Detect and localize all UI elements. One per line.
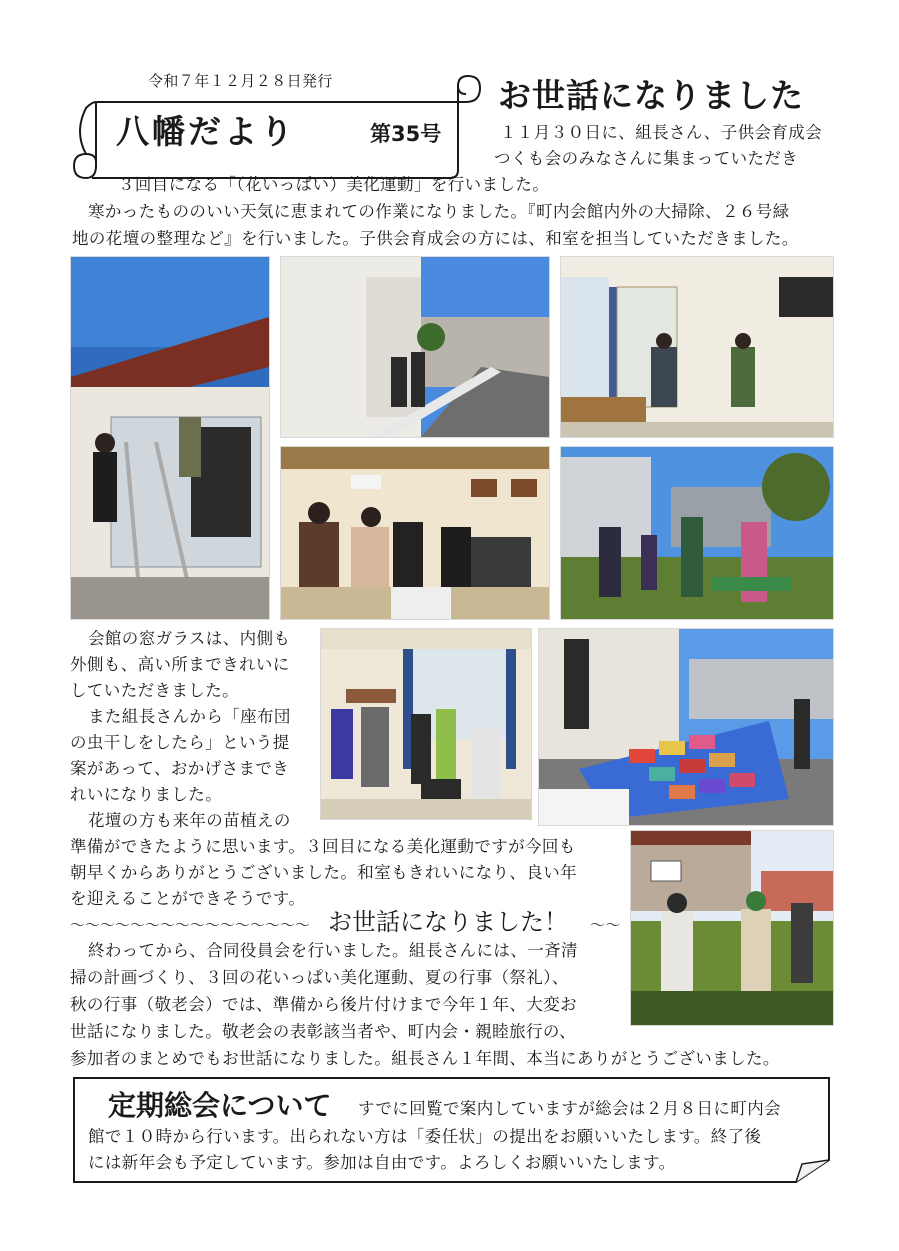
closing-line: 参加者のまとめでもお世話になりました。組長さん１年間、本当にありがとうございました。: [70, 1049, 780, 1068]
photo-window-cleaning: [70, 256, 270, 620]
photo-zabuton-indoor: [320, 628, 532, 820]
intro-line: 寒かったもののいい天気に恵まれての作業になりました。『町内会館内外の大掃除、２６号緑: [88, 202, 790, 221]
wave-divider-right: ～～: [590, 916, 621, 934]
body-line: 準備ができたように思います。３回目になる美化運動ですが今回も: [70, 837, 576, 856]
notice-line: すでに回覧で案内していますが総会は２月８日に町内会: [358, 1099, 781, 1118]
closing-line: 秋の行事（敬老会）では、準備から後片付けまで今年１年、大変お: [70, 995, 577, 1014]
issue-date: 令和７年１２月２８日発行: [148, 72, 333, 90]
body-line: 朝早くからありがとうございました。和室もきれいになり、良い年: [70, 863, 577, 882]
body-line: また組長さんから「座布団: [88, 707, 291, 726]
notice-line: 館で１０時から行います。出られない方は「委任状」の提出をお願いいたします。終了後: [88, 1127, 762, 1146]
intro-line: １１月３０日に、組長さん、子供会育成会: [500, 123, 823, 142]
body-line: 会館の窓ガラスは、内側も: [88, 629, 291, 648]
photo-hall-interior: [560, 256, 834, 438]
photo-street-cleanup: [280, 256, 550, 438]
notice-line: には新年会も予定しています。参加は自由です。よろしくお願いいたします。: [88, 1153, 676, 1172]
photo-planting: [630, 830, 834, 1026]
body-line: 外側も、高い所まできれいに: [70, 655, 290, 674]
photo-zabuton-airing: [538, 628, 834, 826]
closing-heading: お世話になりました！: [328, 908, 568, 936]
closing-line: 世話になりました。敬老会の表彰該当者や、町内会・親睦旅行の、: [70, 1022, 577, 1041]
newsletter-title: 八幡だより: [116, 112, 296, 151]
intro-line: ３回目になる「（花いっぱい）美化運動」を行いました。: [118, 175, 550, 194]
intro-line: つくも会のみなさんに集まっていただき: [494, 149, 799, 168]
headline: お世話になりました: [498, 76, 804, 115]
issue-number: 第35号: [370, 122, 442, 146]
body-line: 花壇の方も来年の苗植えの: [88, 811, 291, 830]
wave-divider-left: ～～～～～～～～～～～～～～～～: [70, 916, 311, 934]
body-line: を迎えることができそうです。: [70, 889, 306, 908]
closing-line: 終わってから、合同役員会を行いました。組長さんには、一斉清: [88, 941, 578, 960]
photo-flowerbed-work: [560, 446, 834, 620]
body-line: の虫干しをしたら」という提: [70, 733, 290, 752]
photo-washitsu-cleanup: [280, 446, 550, 620]
body-line: れいになりました。: [70, 785, 223, 804]
body-line: 案があって、おかげさまでき: [70, 759, 290, 778]
body-line: していただきました。: [70, 681, 239, 700]
notice-heading: 定期総会について: [108, 1089, 332, 1122]
closing-line: 掃の計画づくり、３回の花いっぱい美化運動、夏の行事（祭礼）、: [70, 968, 569, 987]
intro-line: 地の花壇の整理など』を行いました。子供会育成会の方には、和室を担当していただきました。: [72, 229, 799, 248]
